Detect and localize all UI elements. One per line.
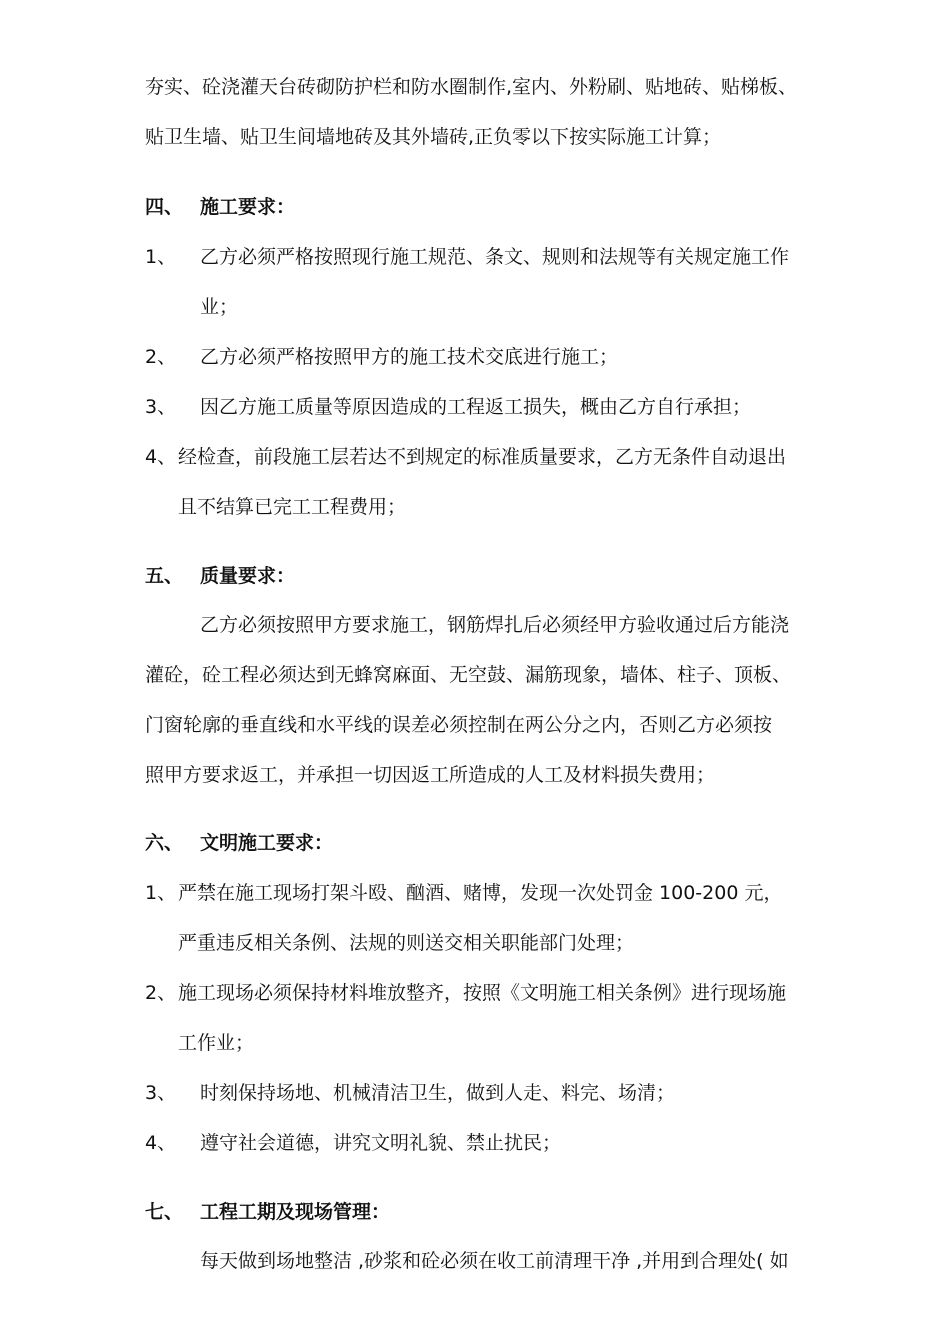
paragraph-text: 乙方必须按照甲方要求施工，钢筋焊扎后必须经甲方验收通过后方能浇 (200, 614, 790, 636)
list-item-text: 严重违反相关条例、法规的则送交相关职能部门处理； (178, 932, 635, 954)
list-item-text: 乙方必须严格按照现行施工规范、条文、规则和法规等有关规定施工作 (200, 246, 790, 268)
section-title: 施工要求： (200, 196, 296, 218)
list-item-text: 遵守社会道德，讲究文明礼貌、禁止扰民； (200, 1132, 562, 1154)
paragraph-text: 照甲方要求返工，并承担一切因返工所造成的人工及材料损失费用； (145, 764, 716, 786)
section-title: 文明施工要求： (200, 832, 334, 854)
list-item-text: 乙方必须严格按照甲方的施工技术交底进行施工； (200, 346, 619, 368)
list-item-text: 时刻保持场地、机械清洁卫生，做到人走、料完、场清； (200, 1082, 676, 1104)
list-item-number: 1、 (145, 246, 177, 268)
list-item-number: 3、 (145, 396, 177, 418)
list-item-text: 严禁在施工现场打架斗殴、酗酒、赌博，发现一次处罚金 100-200 元， (178, 882, 783, 904)
paragraph-text: 灌砼，砼工程必须达到无蜂窝麻面、无空鼓、漏筋现象，墙体、柱子、顶板、 (145, 664, 792, 686)
list-item-text: 业； (200, 296, 239, 318)
section-title: 质量要求： (200, 565, 296, 587)
section-number: 四、 (145, 196, 184, 218)
paragraph-text: 门窗轮廓的垂直线和水平线的误差必须控制在两公分之内，否则乙方必须按 (145, 714, 773, 736)
paragraph-text: 贴卫生墙、贴卫生间墙地砖及其外墙砖,正负零以下按实际施工计算； (145, 126, 722, 148)
list-item-number: 4、 (145, 1132, 177, 1154)
section-number: 五、 (145, 565, 184, 587)
paragraph-text: 夯实、砼浇灌天台砖砌防护栏和防水圈制作,室内、外粉刷、贴地砖、贴梯板、 (145, 76, 798, 98)
list-item-text: 工作业； (178, 1032, 255, 1054)
list-item-number: 1、 (145, 882, 177, 904)
list-item-number: 2、 (145, 346, 177, 368)
list-item-number: 4、 (145, 446, 177, 468)
section-number: 七、 (145, 1201, 184, 1223)
list-item-text: 经检查，前段施工层若达不到规定的标准质量要求，乙方无条件自动退出 (178, 446, 787, 468)
list-item-text: 施工现场必须保持材料堆放整齐，按照《文明施工相关条例》进行现场施 (178, 982, 787, 1004)
paragraph-text: 每天做到场地整洁 ,砂浆和砼必须在收工前清理干净 ,并用到合理处( 如 (200, 1250, 789, 1272)
list-item-number: 3、 (145, 1082, 177, 1104)
list-item-number: 2、 (145, 982, 177, 1004)
section-title: 工程工期及现场管理： (200, 1201, 391, 1223)
list-item-text: 因乙方施工质量等原因造成的工程返工损失，概由乙方自行承担； (200, 396, 752, 418)
section-number: 六、 (145, 832, 184, 854)
list-item-text: 且不结算已完工工程费用； (178, 496, 407, 518)
